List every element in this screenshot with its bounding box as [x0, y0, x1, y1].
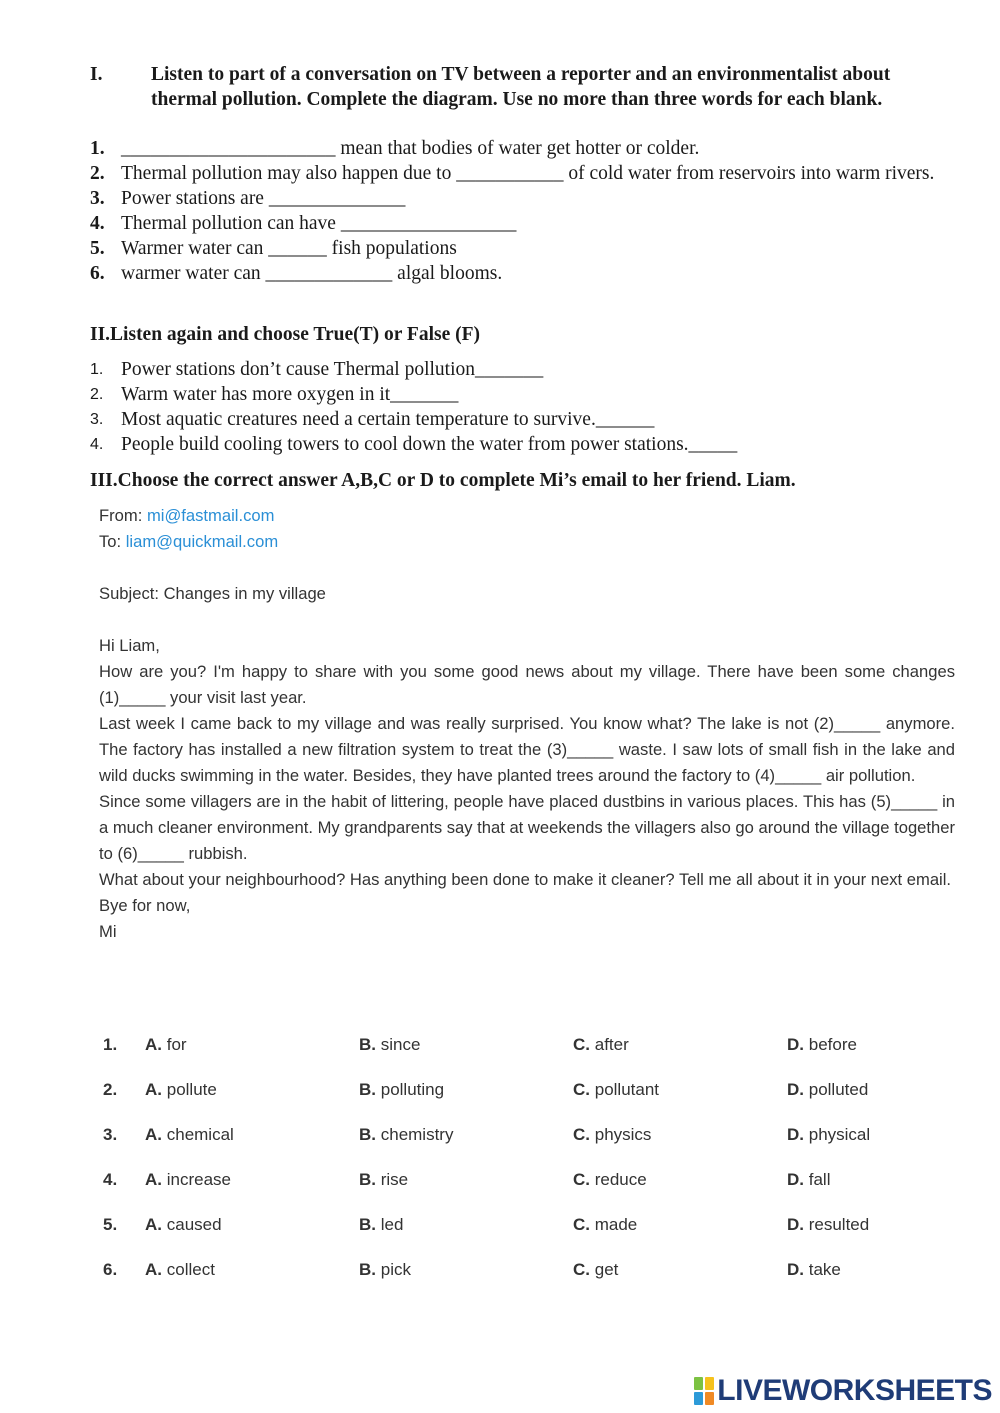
- option-a[interactable]: A. pollute: [145, 1080, 217, 1099]
- liveworksheets-logo[interactable]: [694, 1374, 992, 1408]
- option-row: 5. A. caused B. led C. made D. resulted: [103, 1215, 870, 1234]
- email-to: To: liam@quickmail.com: [99, 532, 279, 551]
- from-address-link[interactable]: mi@fastmail.com: [146, 506, 275, 525]
- email-paragraph-4: What about your neighbourhood? Has anything been done to make it cleaner? Tell me all about it in your next email.: [99, 870, 952, 889]
- option-a[interactable]: A. for: [145, 1035, 187, 1054]
- option-d[interactable]: D. polluted: [787, 1080, 869, 1099]
- logo-text: LIVEWORKSHEETS: [717, 1374, 992, 1407]
- option-c[interactable]: C. after: [573, 1035, 629, 1054]
- list-item: 1. ______________________ mean that bodies of water get hotter or colder.: [90, 138, 700, 159]
- section-3-heading: III.Choose the correct answer A,B,C or D to complete Mi’s email to her friend. Liam.: [90, 470, 796, 491]
- option-b[interactable]: B. since: [359, 1035, 421, 1054]
- item-text: People build cooling towers to cool down the water from power stations._____: [121, 434, 738, 455]
- option-d[interactable]: D. fall: [787, 1170, 831, 1189]
- item-text: Warmer water can ______ fish populations: [121, 238, 457, 259]
- list-item: 4. Thermal pollution can have __________________: [90, 213, 517, 234]
- option-d[interactable]: D. physical: [787, 1125, 871, 1144]
- option-b[interactable]: B. polluting: [359, 1080, 445, 1099]
- item-text: Power stations are ______________: [121, 188, 406, 209]
- item-text: Warm water has more oxygen in it_______: [121, 384, 459, 405]
- email-greeting: Hi Liam,: [99, 636, 160, 655]
- email-closing: Bye for now,: [99, 896, 191, 915]
- list-item: 3. Power stations are ______________: [90, 188, 406, 209]
- item-text: Power stations don’t cause Thermal pollution_______: [121, 359, 544, 380]
- item-text: ______________________ mean that bodies of water get hotter or colder.: [121, 138, 700, 159]
- email-paragraph-2: Last week I came back to my village and was really surprised. You know what? The lake is not (2)_____ anymore. The factory has installed a new filtration system to treat the (3)_____ waste. I saw lots of small fish in the lake and wild ducks swimming in the water. Besides, they have planted trees around the factory to (4)_____ air pollution.: [99, 714, 955, 785]
- option-a[interactable]: A. increase: [145, 1170, 231, 1189]
- option-c[interactable]: C. get: [573, 1260, 619, 1279]
- option-d[interactable]: D. resulted: [787, 1215, 870, 1234]
- option-a[interactable]: A. chemical: [145, 1125, 234, 1144]
- email-from: From: mi@fastmail.com: [99, 506, 275, 525]
- option-a[interactable]: A. collect: [145, 1260, 215, 1279]
- list-item: 2. Thermal pollution may also happen due to ___________ of cold water from reservoirs into warm rivers.: [90, 163, 935, 184]
- option-c[interactable]: C. reduce: [573, 1170, 647, 1189]
- email-signature: Mi: [99, 922, 117, 941]
- list-item: 3. Most aquatic creatures need a certain temperature to survive.______: [90, 409, 655, 430]
- option-c[interactable]: C. pollutant: [573, 1080, 660, 1099]
- item-text: Most aquatic creatures need a certain temperature to survive.______: [121, 409, 655, 430]
- email-paragraph-3: Since some villagers are in the habit of littering, people have placed dustbins in various places. This has (5)_____ in a much cleaner environment. My grandparents say that at weekends the villagers also go around the village together to (6)_____ rubbish.: [99, 792, 955, 863]
- section-1-list: [90, 136, 950, 286]
- option-d[interactable]: D. before: [787, 1035, 857, 1054]
- answer-options: [103, 1035, 963, 1305]
- option-row: 3. A. chemical B. chemistry C. physics D. physical: [103, 1125, 871, 1144]
- option-a[interactable]: A. caused: [145, 1215, 222, 1234]
- list-item: 5. Warmer water can ______ fish populations: [90, 238, 457, 259]
- option-c[interactable]: C. physics: [573, 1125, 652, 1144]
- email-body: [99, 503, 955, 945]
- to-address-link[interactable]: liam@quickmail.com: [125, 532, 279, 551]
- list-item: 2. Warm water has more oxygen in it_______: [90, 384, 459, 405]
- liveworksheets-logo-icon: [694, 1377, 714, 1405]
- option-b[interactable]: B. chemistry: [359, 1125, 454, 1144]
- option-b[interactable]: B. pick: [359, 1260, 411, 1279]
- option-row: 1. A. for B. since C. after D. before: [103, 1035, 857, 1054]
- option-row: 6. A. collect B. pick C. get D. take: [103, 1260, 841, 1279]
- list-item: 1. Power stations don’t cause Thermal pollution_______: [90, 359, 544, 380]
- item-text: warmer water can _____________ algal blooms.: [121, 263, 503, 284]
- section-2-list: [90, 357, 950, 457]
- option-c[interactable]: C. made: [573, 1215, 638, 1234]
- item-text: Thermal pollution may also happen due to ___________ of cold water from reservoirs into warm rivers.: [121, 163, 935, 184]
- option-row: 2. A. pollute B. polluting C. pollutant D. polluted: [103, 1080, 869, 1099]
- section-1-instructions: Listen to part of a conversation on TV between a reporter and an environmentalist about thermal pollution. Complete the diagram. Use no more than three words for each blank.: [151, 64, 891, 110]
- section-1-numeral: I.: [90, 64, 103, 85]
- option-row: 4. A. increase B. rise C. reduce D. fall: [103, 1170, 831, 1189]
- email-subject: Subject: Changes in my village: [99, 584, 326, 603]
- option-b[interactable]: B. rise: [359, 1170, 409, 1189]
- list-item: 4. People build cooling towers to cool down the water from power stations._____: [90, 434, 738, 455]
- section-2-heading: II.Listen again and choose True(T) or False (F): [90, 324, 481, 345]
- option-d[interactable]: D. take: [787, 1260, 841, 1279]
- email-paragraph-1: How are you? I'm happy to share with you some good news about my village. There have been some changes (1)_____ your visit last year.: [99, 662, 955, 707]
- item-text: Thermal pollution can have __________________: [121, 213, 517, 234]
- list-item: 6. warmer water can _____________ algal blooms.: [90, 263, 503, 284]
- option-b[interactable]: B. led: [359, 1215, 404, 1234]
